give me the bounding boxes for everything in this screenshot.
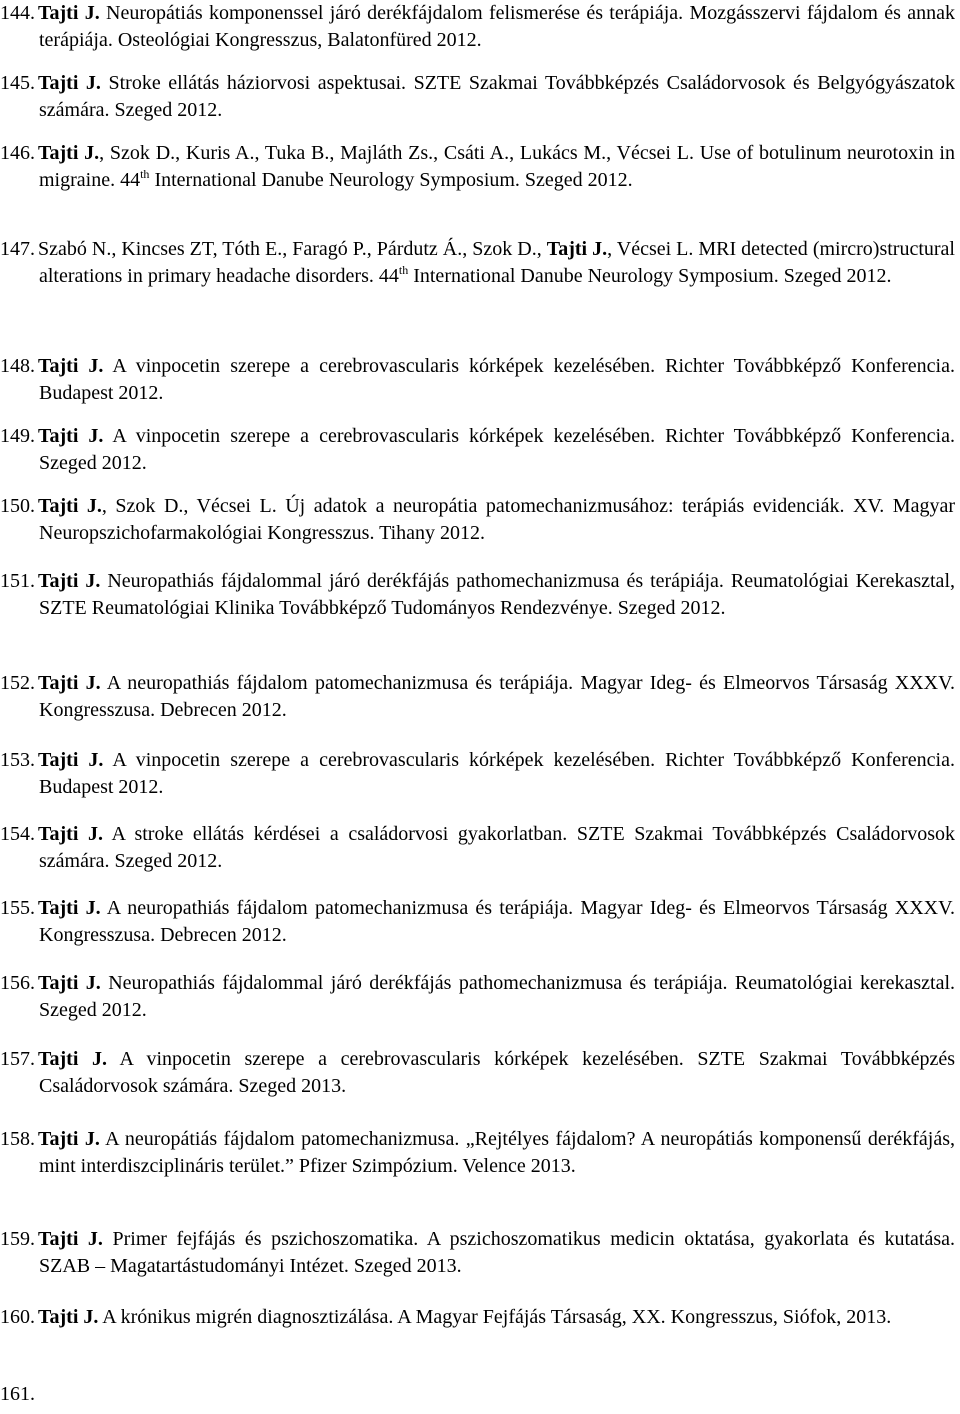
author-name-bold: Tajti J. bbox=[38, 1128, 100, 1150]
publication-entry bbox=[0, 493, 955, 546]
entry-number: 154. bbox=[0, 823, 35, 845]
author-name-bold: Tajti J. bbox=[38, 972, 101, 994]
publication-entry bbox=[0, 236, 955, 289]
entry-text: A vinpocetin szerepe a cerebrovascularis kórképek kezelésében. SZTE Szakmai Továbbképzés Családorvosok számára. Szeged 2013. bbox=[39, 1048, 955, 1097]
entry-number: 149. bbox=[0, 425, 35, 447]
author-name-bold: Tajti J. bbox=[38, 570, 101, 592]
entry-number: 144. bbox=[0, 2, 35, 24]
publication-entry bbox=[0, 353, 955, 406]
publication-entry bbox=[0, 821, 955, 874]
entry-number: 145. bbox=[0, 72, 35, 94]
publication-entry bbox=[0, 1226, 955, 1279]
author-name-bold: Tajti J. bbox=[38, 142, 100, 164]
entry-text: A vinpocetin szerepe a cerebrovascularis kórképek kezelésében. Richter Továbbképző Konferencia. Budapest 2012. bbox=[39, 749, 955, 798]
entry-text: A neuropátiás fájdalom patomechanizmusa. „Rejtélyes fájdalom? A neuropátiás komponensű derékfájás, mint interdiszciplináris terület.” Pfizer Szimpózium. Velence 2013. bbox=[39, 1128, 955, 1177]
author-name-bold: Tajti J. bbox=[38, 749, 104, 771]
entry-text: Primer fejfájás és pszichoszomatika. A pszichoszomatikus medicin oktatása, gyakorlata és kutatása. SZAB – Magatartástudományi Intézet. Szeged 2013. bbox=[39, 1228, 955, 1277]
author-name-bold: Tajti J. bbox=[38, 823, 103, 845]
entry-text: A neuropathiás fájdalom patomechanizmusa és terápiája. Magyar Ideg- és Elmeorvos Társaság XXXV. Kongresszusa. Debrecen 2012. bbox=[39, 672, 955, 721]
author-name-bold: Tajti J. bbox=[38, 897, 101, 919]
entry-number: 152. bbox=[0, 672, 35, 694]
entry-text: International Danube Neurology Symposium. Szeged 2012. bbox=[149, 168, 633, 191]
entry-number: 157. bbox=[0, 1048, 35, 1070]
publication-entry bbox=[0, 0, 955, 53]
entry-text: International Danube Neurology Symposium. Szeged 2012. bbox=[408, 264, 892, 287]
publication-entry bbox=[0, 895, 955, 948]
author-name-bold: Tajti J. bbox=[38, 425, 104, 447]
author-name-bold: Tajti J. bbox=[546, 238, 608, 260]
entry-text: , Szok D., Kuris A., Tuka B., Majláth Zs., Csáti A., Lukács M., Vécsei L. Use of botulinum neurotoxin in migraine. 44 bbox=[39, 142, 955, 191]
publication-entry bbox=[0, 747, 955, 800]
entry-number: 150. bbox=[0, 495, 35, 517]
entry-text: Neuropathiás fájdalommal járó derékfájás pathomechanizmusa és terápiája. Reumatológiai kerekasztal. Szeged 2012. bbox=[39, 972, 955, 1021]
publication-entry bbox=[0, 568, 955, 621]
author-name-bold: Tajti J. bbox=[38, 1306, 99, 1328]
ordinal-superscript: th bbox=[398, 262, 409, 277]
entry-number: 160. bbox=[0, 1306, 35, 1328]
publication-entry bbox=[0, 1046, 955, 1099]
entry-text: A neuropathiás fájdalom patomechanizmusa és terápiája. Magyar Ideg- és Elmeorvos Társaság XXXV. Kongresszusa. Debrecen 2012. bbox=[39, 897, 955, 946]
entry-text: Stroke ellátás háziorvosi aspektusai. SZTE Szakmai Továbbképzés Családorvosok és Belgyógyászatok számára. Szeged 2012. bbox=[39, 72, 955, 121]
author-name-bold: Tajti J. bbox=[38, 355, 104, 377]
entry-text: A vinpocetin szerepe a cerebrovascularis kórképek kezelésében. Richter Továbbképző Konferencia. Szeged 2012. bbox=[39, 425, 955, 474]
entry-text: , Szok D., Vécsei L. Új adatok a neuropátia patomechanizmusához: terápiás evidenciák. XV. Magyar Neuropszichofarmakológiai Kongresszus. Tihany 2012. bbox=[39, 495, 955, 544]
publication-entry bbox=[0, 70, 955, 123]
entry-number: 158. bbox=[0, 1128, 35, 1150]
entry-number: 153. bbox=[0, 749, 35, 771]
entry-text: A krónikus migrén diagnosztizálása. A Magyar Fejfájás Társaság, XX. Kongresszus, Siófok, 2013. bbox=[98, 1306, 892, 1328]
author-name-bold: Tajti J. bbox=[38, 1048, 107, 1070]
publication-entry bbox=[0, 970, 955, 1023]
entry-text: A stroke ellátás kérdései a családorvosi gyakorlatban. SZTE Szakmai Továbbképzés Családorvosok számára. Szeged 2012. bbox=[39, 823, 955, 872]
entry-number: 156. bbox=[0, 972, 35, 994]
entry-text: A vinpocetin szerepe a cerebrovascularis kórképek kezelésében. Richter Továbbképző Konferencia. Budapest 2012. bbox=[39, 355, 955, 404]
entry-text: Neuropátiás komponenssel járó derékfájdalom felismerése és terápiája. Mozgásszervi fájdalom és annak terápiája. Osteológiai Kongresszus, Balatonfüred 2012. bbox=[39, 2, 955, 51]
author-name-bold: Tajti J. bbox=[38, 495, 102, 517]
entry-text: Neuropathiás fájdalommal járó derékfájás pathomechanizmusa és terápiája. Reumatológiai Kerekasztal, SZTE Reumatológiai Klinika Továbbképző Tudományos Rendezvénye. Szeged 2012. bbox=[39, 570, 955, 619]
entry-number: 159. bbox=[0, 1228, 35, 1250]
entry-number: 146. bbox=[0, 142, 35, 164]
publication-entry bbox=[0, 1304, 955, 1331]
entry-text: Szabó N., Kincses ZT, Tóth E., Faragó P., Párdutz Á., Szok D., bbox=[38, 238, 547, 260]
publication-entry bbox=[0, 423, 955, 476]
publication-entry bbox=[0, 1126, 955, 1179]
publication-entry bbox=[0, 670, 955, 723]
author-name-bold: Tajti J. bbox=[38, 672, 101, 694]
author-name-bold: Tajti J. bbox=[38, 1228, 103, 1250]
entry-number: 155. bbox=[0, 897, 35, 919]
publication-entry bbox=[0, 1381, 955, 1408]
entry-number: 151. bbox=[0, 570, 35, 592]
entry-number: 147. bbox=[0, 238, 35, 260]
entry-number: 148. bbox=[0, 355, 35, 377]
author-name-bold: Tajti J. bbox=[38, 72, 101, 94]
publication-entry bbox=[0, 140, 955, 193]
author-name-bold: Tajti J. bbox=[38, 2, 100, 24]
entry-number: 161. bbox=[0, 1383, 35, 1405]
ordinal-superscript: th bbox=[140, 166, 150, 181]
entry-text: , Vécsei L. MRI detected (mircro)structural alterations in primary headache disorders. 44 bbox=[39, 238, 955, 287]
